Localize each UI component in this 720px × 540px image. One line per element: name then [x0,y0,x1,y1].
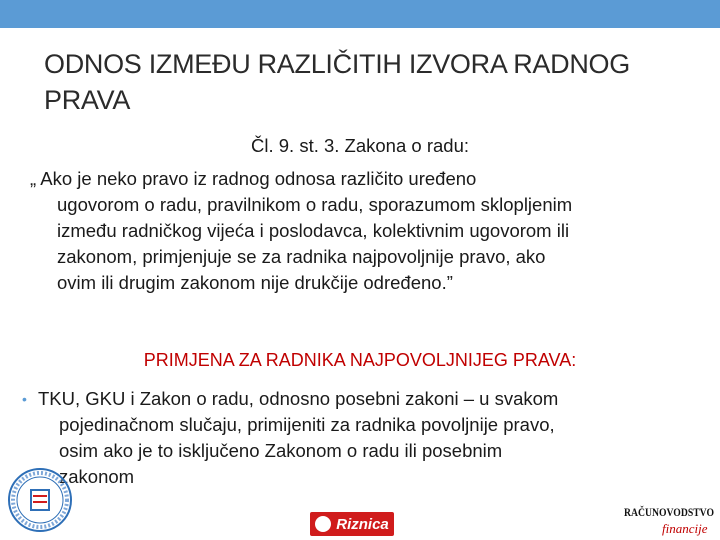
bullet-line: zakonom [59,466,135,487]
racunovodstvo-logo-subtext: financije [662,521,708,536]
riznica-logo [310,512,394,536]
bullet-item [22,386,692,490]
racunovodstvo-logo-text: RAČUNOVODSTVO [624,505,714,519]
principle-heading: PRIMJENA ZA RADNIKA NAJPOVOLJNIJEG PRAVA: [143,350,577,370]
quote-line: zakonom, primjenjuje se za radnika najpovoljnije pravo, ako [57,246,546,267]
quote-line: ugovorom o radu, pravilnikom o radu, sporazumom sklopljenim [57,194,573,215]
quote-line: između radničkog vijeća i poslodavca, kolektivnim ugovorom ili [57,220,570,241]
university-seal-logo [4,460,72,538]
bullet-line: TKU, GKU i Zakon o radu, odnosno posebni zakoni – u svakom [38,388,559,409]
top-accent-band [0,0,720,28]
bullet-icon: • [22,391,27,407]
bullet-line: pojedinačnom slučaju, primijeniti za radnika povoljnije pravo, [59,414,555,435]
quote-line: ovim ili drugim zakonom nije drukčije određeno.” [57,272,453,293]
riznica-emblem-icon [315,516,331,532]
bullet-line: osim ako je to isključeno Zakonom o radu ili posebnim [59,440,503,461]
riznica-logo-text: Riznica [336,515,389,533]
slide-title: ODNOS IZMEĐU RAZLIČITIH IZVORA RADNOG PRAVA [44,49,630,115]
law-quote [30,166,690,296]
racunovodstvo-logo [622,500,716,538]
quote-line: „ Ako je neko pravo iz radnog odnosa različito uređeno [30,168,477,189]
law-reference: Čl. 9. st. 3. Zakona o radu: [251,135,469,156]
